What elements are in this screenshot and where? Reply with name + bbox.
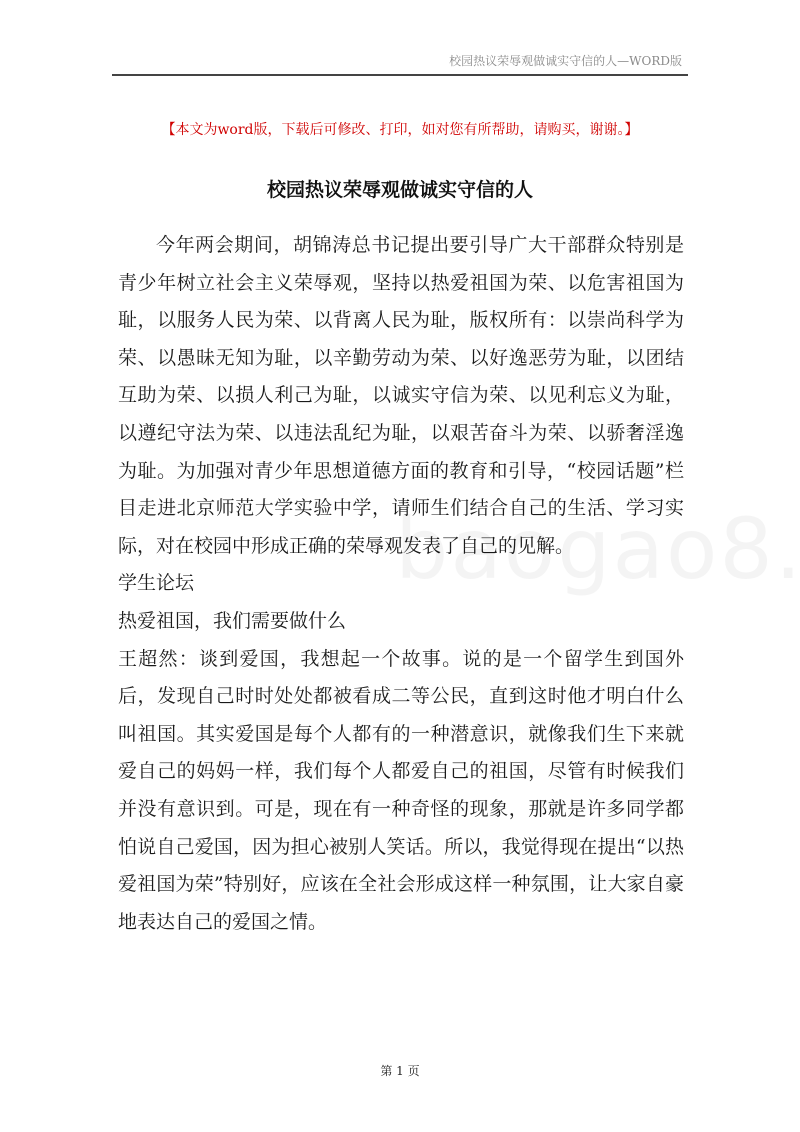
page-number: 第 1 页 (380, 1064, 420, 1078)
subsection-heading: 热爱祖国，我们需要做什么 (118, 609, 347, 632)
download-notice: 【本文为word版，下载后可修改、打印，如对您有所帮助，请购买，谢谢。】 (161, 122, 639, 138)
document-body (118, 227, 684, 941)
student-comment-paragraph: 王超然：谈到爱国，我想起一个故事。说的是一个留学生到国外后，发现自己时时处处都被看成二等公民，直到这时他才明白什么叫祖国。其实爱国是每个人都有的一种潜意识，就像我们生下来就爱自己的妈妈一样，我们每个人都爱自己的祖国，尽管有时候我们并没有意识到。可是，现在有一种奇怪的现象，那就是许多同学都怕说自己爱国，因为担心被别人笑话。所以，我觉得现在提出“以热爱祖国为荣”特别好，应该在全社会形成这样一种氛围，让大家自豪地表达自己的爱国之情。 (118, 647, 684, 933)
intro-paragraph: 今年两会期间，胡锦涛总书记提出要引导广大干部群众特别是青少年树立社会主义荣辱观，坚持以热爱祖国为荣、以危害祖国为耻，以服务人民为荣、以背离人民为耻，版权所有：以崇尚科学为荣、以愚昧无知为耻，以辛勤劳动为荣、以好逸恶劳为耻，以团结互助为荣、以损人利己为耻，以诚实守信为荣、以见利忘义为耻，以遵纪守法为荣、以违法乱纪为耻，以艰苦奋斗为荣、以骄奢淫逸为耻。为加强对青少年思想道德方面的教育和引导，“校园话题”栏目走进北京师范大学实验中学，请师生们结合自己的生活、学习实际，对在校园中形成正确的荣辱观发表了自己的见解。 (118, 234, 684, 557)
header-divider (112, 74, 688, 76)
running-header: 校园热议荣辱观做诚实守信的人—WORD版 (449, 54, 682, 68)
section-heading: 学生论坛 (118, 572, 195, 595)
document-title: 校园热议荣辱观做诚实守信的人 (266, 179, 533, 201)
